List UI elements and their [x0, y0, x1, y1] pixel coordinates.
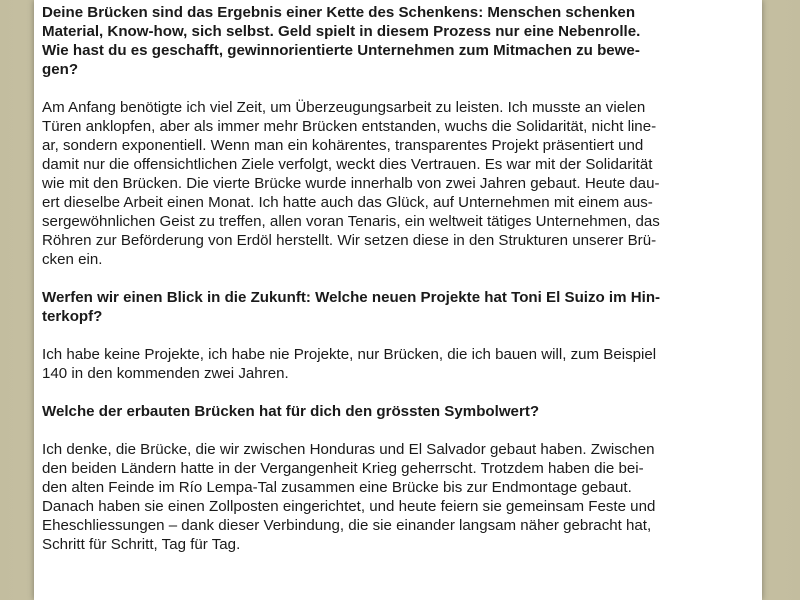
text-line: Am Anfang benötigte ich viel Zeit, um Überzeugungsarbeit zu leisten. Ich musste an vielen — [42, 99, 646, 116]
text-line: gen? — [42, 61, 79, 78]
paragraph-gap — [42, 421, 758, 440]
text-line: terkopf? — [42, 308, 103, 325]
text-line: sergewöhnlichen Geist zu treffen, allen voran Tenaris, ein weltweit tätiges Unternehmen, das — [42, 213, 660, 230]
text-line: Ich denke, die Brücke, die wir zwischen Honduras und El Salvador gebaut haben. Zwischen — [42, 441, 655, 458]
text-line: Welche der erbauten Brücken hat für dich den grössten Symbolwert? — [42, 403, 540, 420]
text-line: Eheschliessungen – dank dieser Verbindung, die sie einander langsam näher gebracht hat, — [42, 517, 652, 534]
interview-answer — [42, 440, 758, 554]
text-line: Wie hast du es geschafft, gewinnorientierte Unternehmen zum Mitmachen zu bewe- — [42, 42, 640, 59]
text-line: Türen anklopfen, aber als immer mehr Brücken entstanden, wuchs die Solidarität, nicht line- — [42, 118, 657, 135]
paragraph-gap — [42, 326, 758, 345]
text-line: damit nur die offensichtlichen Ziele verfolgt, weckt dies Vertrauen. Es war mit der Solidarität — [42, 156, 653, 173]
interview-question — [42, 3, 758, 79]
text-line: Ich habe keine Projekte, ich habe nie Projekte, nur Brücken, die ich bauen will, zum Beispiel — [42, 346, 657, 363]
interview-text — [42, 3, 758, 554]
text-line: ert dieselbe Arbeit einen Monat. Ich hatte auch das Glück, auf Unternehmen mit einem aus- — [42, 194, 653, 211]
text-line: ar, sondern exponentiell. Wenn man ein kohärentes, transparentes Projekt präsentiert und — [42, 137, 644, 154]
text-line: den alten Feinde im Río Lempa-Tal zusammen eine Brücke bis zur Endmontage gebaut. — [42, 479, 632, 496]
interview-answer — [42, 98, 758, 269]
interview-question — [42, 402, 758, 421]
paragraph-gap — [42, 79, 758, 98]
text-line: Werfen wir einen Blick in die Zukunft: Welche neuen Projekte hat Toni El Suizo im Hin- — [42, 289, 661, 306]
text-line: wie mit den Brücken. Die vierte Brücke wurde innerhalb von zwei Jahren gebaut. Heute dau- — [42, 175, 660, 192]
text-line: Danach haben sie einen Zollposten eingerichtet, und heute feiern sie gemeinsam Feste und — [42, 498, 656, 515]
text-line: Röhren zur Beförderung von Erdöl herstellt. Wir setzen diese in den Strukturen unserer Brü- — [42, 232, 657, 249]
text-line: Deine Brücken sind das Ergebnis einer Kette des Schenkens: Menschen schenken — [42, 4, 636, 21]
paragraph-gap — [42, 269, 758, 288]
text-line: Material, Know-how, sich selbst. Geld spielt in diesem Prozess nur eine Nebenrolle. — [42, 23, 641, 40]
interview-answer — [42, 345, 758, 383]
document-page — [34, 0, 762, 600]
text-line: Schritt für Schritt, Tag für Tag. — [42, 536, 241, 553]
paragraph-gap — [42, 383, 758, 402]
text-line: den beiden Ländern hatte in der Vergangenheit Krieg geherrscht. Trotzdem haben die bei- — [42, 460, 644, 477]
interview-question — [42, 288, 758, 326]
text-line: 140 in den kommenden zwei Jahren. — [42, 365, 289, 382]
text-line: cken ein. — [42, 251, 103, 268]
